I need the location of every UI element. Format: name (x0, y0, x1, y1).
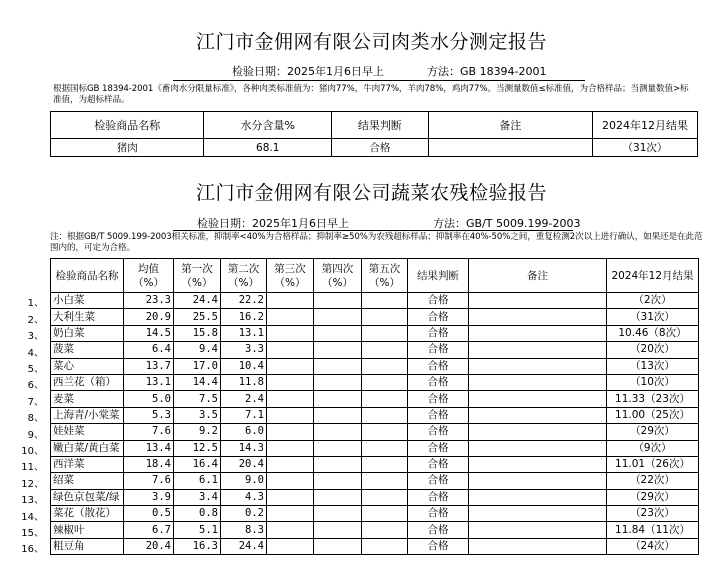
cell-test1: 15.8 (174, 325, 221, 341)
cell-prev: 10.46（8次） (607, 325, 699, 341)
cell-test5 (362, 506, 408, 522)
cell-test3 (267, 473, 314, 489)
cell-remark (469, 489, 607, 505)
cell-test1: 24.4 (174, 293, 221, 309)
table-row (51, 489, 699, 505)
cell-test2: 4.3 (221, 489, 267, 505)
cell-test5 (362, 522, 408, 538)
cell-prev: （23次） (607, 506, 699, 522)
cell-test4 (314, 522, 362, 538)
cell-test4 (314, 424, 362, 440)
cell-test2: 13.1 (221, 325, 267, 341)
cell-test3 (267, 407, 314, 423)
row-index: 8、 (27, 413, 44, 424)
row-index: 5、 (27, 364, 44, 375)
cell-result: 合格 (408, 424, 469, 440)
cell-test2: 22.2 (221, 293, 267, 309)
col-header-name: 检验商品名称 (51, 112, 204, 139)
table-row (51, 325, 699, 341)
cell-test1: 12.5 (174, 440, 221, 456)
cell-avg: 6.7 (124, 522, 174, 538)
cell-prev: （29次） (607, 424, 699, 440)
cell-test2: 3.3 (221, 342, 267, 358)
cell-test5 (362, 342, 408, 358)
cell-avg: 20.9 (124, 309, 174, 325)
cell-test1: 16.3 (174, 538, 221, 554)
row-index: 7、 (27, 397, 44, 408)
cell-test5 (362, 391, 408, 407)
meat-method: 方法：GB 18394-2001 (427, 65, 547, 78)
table-row (51, 342, 699, 358)
cell-prev: （2次） (607, 293, 699, 309)
meat-table-header (51, 112, 698, 139)
table-row (51, 374, 699, 390)
cell-prev: （10次） (607, 374, 699, 390)
row-index: 13、 (21, 495, 44, 506)
col-header-test3: 第三次 （%） (267, 259, 314, 293)
cell-avg: 13.4 (124, 440, 174, 456)
cell-test3 (267, 391, 314, 407)
cell-remark (469, 342, 607, 358)
veg-date-underline (173, 230, 573, 231)
row-index: 14、 (21, 512, 44, 523)
cell-prev: （29次） (607, 489, 699, 505)
cell-test3 (267, 374, 314, 390)
col-header-test1: 第一次 （%） (174, 259, 221, 293)
cell-name: 上海青/小棠菜 (51, 407, 124, 423)
table-row (51, 506, 699, 522)
cell-test4 (314, 407, 362, 423)
cell-name: 西兰花（箱） (51, 374, 124, 390)
table-row (51, 391, 699, 407)
cell-name: 粗豆角 (51, 538, 124, 554)
cell-test2: 11.8 (221, 374, 267, 390)
col-header-result: 结果判断 (408, 259, 469, 293)
cell-test4 (314, 391, 362, 407)
cell-test5 (362, 325, 408, 341)
cell-avg: 3.9 (124, 489, 174, 505)
cell-avg: 5.0 (124, 391, 174, 407)
cell-test3 (267, 440, 314, 456)
cell-test5 (362, 309, 408, 325)
col-header-prev: 2024年12月结果 (592, 112, 697, 139)
cell-result: 合格 (408, 358, 469, 374)
cell-test2: 6.0 (221, 424, 267, 440)
cell-test3 (267, 522, 314, 538)
cell-remark (469, 424, 607, 440)
veg-standard-note: 注：根据GB/T 5009.199-2003相关标准，抑制率<40%为合格样品；抑制率≥50%为农残超标样品；抑制率在40%-50%之间，重复检测2次以上进行确认，如果还是在此范围内的，可定为合格。 (50, 232, 703, 253)
cell-result: 合格 (408, 522, 469, 538)
cell-test2: 24.4 (221, 538, 267, 554)
cell-test3 (267, 293, 314, 309)
cell-name: 西洋菜 (51, 456, 124, 472)
cell-test2: 10.4 (221, 358, 267, 374)
cell-remark (469, 538, 607, 554)
cell-test2: 0.2 (221, 506, 267, 522)
cell-result: 合格 (408, 407, 469, 423)
cell-test5 (362, 538, 408, 554)
veg-table-body (51, 293, 699, 555)
col-header-test4: 第四次 （%） (314, 259, 362, 293)
cell-remark (469, 374, 607, 390)
row-index: 16、 (21, 544, 44, 555)
veg-inspection-date: 检验日期：2025年1月6日早上 (197, 217, 349, 230)
table-row (51, 424, 699, 440)
cell-test4 (314, 473, 362, 489)
cell-avg: 5.3 (124, 407, 174, 423)
table-row (51, 473, 699, 489)
meat-inspection-date: 检验日期：2025年1月6日早上 (232, 65, 384, 78)
cell-test5 (362, 440, 408, 456)
cell-result: 合格 (331, 139, 428, 157)
cell-test2: 14.3 (221, 440, 267, 456)
cell-test3 (267, 325, 314, 341)
table-row (51, 440, 699, 456)
cell-name: 奶白菜 (51, 325, 124, 341)
meat-report-title: 江门市金佣网有限公司肉类水分测定报告 (196, 31, 548, 53)
meat-date-underline (173, 80, 585, 81)
cell-test2: 16.2 (221, 309, 267, 325)
cell-test3 (267, 538, 314, 554)
cell-avg: 6.4 (124, 342, 174, 358)
cell-name: 菠菜 (51, 342, 124, 358)
row-index: 9、 (27, 430, 44, 441)
cell-name: 绍菜 (51, 473, 124, 489)
cell-avg: 20.4 (124, 538, 174, 554)
cell-test5 (362, 358, 408, 374)
cell-prev: （9次） (607, 440, 699, 456)
row-index: 12、 (21, 479, 44, 490)
cell-test4 (314, 342, 362, 358)
table-row (51, 309, 699, 325)
cell-test1: 25.5 (174, 309, 221, 325)
row-index: 6、 (27, 380, 44, 391)
cell-name: 小白菜 (51, 293, 124, 309)
col-header-moisture: 水分含量% (204, 112, 332, 139)
table-row (51, 407, 699, 423)
cell-remark (469, 407, 607, 423)
cell-name: 娃娃菜 (51, 424, 124, 440)
cell-test4 (314, 489, 362, 505)
table-row (51, 538, 699, 554)
table-row (51, 456, 699, 472)
cell-result: 合格 (408, 342, 469, 358)
table-row (51, 293, 699, 309)
row-index: 10、 (21, 446, 44, 457)
row-index: 1、 (27, 298, 44, 309)
cell-avg: 13.1 (124, 374, 174, 390)
cell-test5 (362, 374, 408, 390)
cell-test5 (362, 473, 408, 489)
cell-result: 合格 (408, 374, 469, 390)
cell-result: 合格 (408, 473, 469, 489)
row-index: 15、 (21, 528, 44, 539)
cell-remark (428, 139, 592, 157)
cell-test4 (314, 538, 362, 554)
cell-test1: 9.4 (174, 342, 221, 358)
cell-result: 合格 (408, 391, 469, 407)
cell-test4 (314, 358, 362, 374)
cell-test4 (314, 506, 362, 522)
cell-test5 (362, 424, 408, 440)
col-header-name: 检验商品名称 (51, 259, 124, 293)
cell-result: 合格 (408, 325, 469, 341)
table-row (51, 139, 698, 157)
cell-test4 (314, 293, 362, 309)
cell-test5 (362, 489, 408, 505)
veg-method: 方法：GB/T 5009.199-2003 (433, 217, 581, 230)
cell-test1: 17.0 (174, 358, 221, 374)
cell-result: 合格 (408, 440, 469, 456)
cell-prev: 11.33（23次） (607, 391, 699, 407)
cell-remark (469, 456, 607, 472)
cell-remark (469, 293, 607, 309)
cell-test4 (314, 456, 362, 472)
cell-avg: 18.4 (124, 456, 174, 472)
cell-test2: 8.3 (221, 522, 267, 538)
cell-test1: 3.5 (174, 407, 221, 423)
cell-name: 菜心 (51, 358, 124, 374)
veg-table (50, 258, 699, 555)
veg-table-header (51, 259, 699, 293)
cell-name: 嫩白菜/黄白菜 (51, 440, 124, 456)
row-index: 11、 (21, 462, 44, 473)
cell-test5 (362, 456, 408, 472)
cell-name: 猪肉 (51, 139, 204, 157)
cell-test1: 5.1 (174, 522, 221, 538)
cell-prev: （20次） (607, 342, 699, 358)
cell-test3 (267, 358, 314, 374)
cell-name: 麦菜 (51, 391, 124, 407)
cell-test5 (362, 407, 408, 423)
cell-test2: 9.0 (221, 473, 267, 489)
cell-prev: （24次） (607, 538, 699, 554)
cell-test3 (267, 424, 314, 440)
cell-remark (469, 440, 607, 456)
cell-name: 菜花（散花） (51, 506, 124, 522)
cell-moisture: 68.1 (204, 139, 332, 157)
cell-test4 (314, 325, 362, 341)
cell-test2: 2.4 (221, 391, 267, 407)
cell-avg: 13.7 (124, 358, 174, 374)
veg-report-title: 江门市金佣网有限公司蔬菜农残检验报告 (196, 182, 548, 204)
cell-test4 (314, 440, 362, 456)
cell-avg: 7.6 (124, 424, 174, 440)
cell-test3 (267, 489, 314, 505)
cell-remark (469, 391, 607, 407)
meat-table (50, 111, 698, 157)
cell-result: 合格 (408, 456, 469, 472)
cell-test1: 0.8 (174, 506, 221, 522)
cell-prev: （31次） (592, 139, 697, 157)
cell-test4 (314, 374, 362, 390)
cell-name: 绿色京包菜/绿 (51, 489, 124, 505)
col-header-remark: 备注 (428, 112, 592, 139)
col-header-avg: 均值 （%） (124, 259, 174, 293)
cell-remark (469, 473, 607, 489)
table-row (51, 358, 699, 374)
cell-name: 大利生菜 (51, 309, 124, 325)
cell-result: 合格 (408, 293, 469, 309)
cell-test2: 20.4 (221, 456, 267, 472)
cell-test4 (314, 309, 362, 325)
row-index: 2、 (27, 315, 44, 326)
cell-prev: 11.00（25次） (607, 407, 699, 423)
cell-test1: 14.4 (174, 374, 221, 390)
cell-avg: 14.5 (124, 325, 174, 341)
cell-test1: 3.4 (174, 489, 221, 505)
cell-avg: 23.3 (124, 293, 174, 309)
cell-remark (469, 358, 607, 374)
col-header-prev: 2024年12月结果 (607, 259, 699, 293)
cell-test3 (267, 506, 314, 522)
row-index: 4、 (27, 348, 44, 359)
cell-test3 (267, 309, 314, 325)
cell-remark (469, 325, 607, 341)
cell-prev: （13次） (607, 358, 699, 374)
cell-result: 合格 (408, 489, 469, 505)
cell-test1: 9.2 (174, 424, 221, 440)
col-header-result: 结果判断 (331, 112, 428, 139)
cell-remark (469, 522, 607, 538)
cell-test3 (267, 342, 314, 358)
cell-test3 (267, 456, 314, 472)
cell-name: 辣椒叶 (51, 522, 124, 538)
table-row (51, 522, 699, 538)
meat-standard-note: 根据国标GB 18394-2001《畜肉水分限量标准》，各种肉类标准值为：猪肉77%，牛肉77%，羊肉78%，鸡肉77%。当测量数值≤标准值，为合格样品；当测量数值>标准值，为超标样品。 (53, 84, 689, 105)
cell-prev: （22次） (607, 473, 699, 489)
cell-result: 合格 (408, 506, 469, 522)
cell-result: 合格 (408, 538, 469, 554)
cell-avg: 0.5 (124, 506, 174, 522)
cell-test5 (362, 293, 408, 309)
col-header-test5: 第五次 （%） (362, 259, 408, 293)
cell-test2: 7.1 (221, 407, 267, 423)
cell-prev: 11.01（26次） (607, 456, 699, 472)
col-header-remark: 备注 (469, 259, 607, 293)
row-index: 3、 (27, 331, 44, 342)
cell-prev: 11.84（11次） (607, 522, 699, 538)
cell-test1: 6.1 (174, 473, 221, 489)
cell-result: 合格 (408, 309, 469, 325)
cell-prev: （31次） (607, 309, 699, 325)
cell-test1: 7.5 (174, 391, 221, 407)
cell-avg: 7.6 (124, 473, 174, 489)
cell-test1: 16.4 (174, 456, 221, 472)
cell-remark (469, 506, 607, 522)
cell-remark (469, 309, 607, 325)
col-header-test2: 第二次 （%） (221, 259, 267, 293)
